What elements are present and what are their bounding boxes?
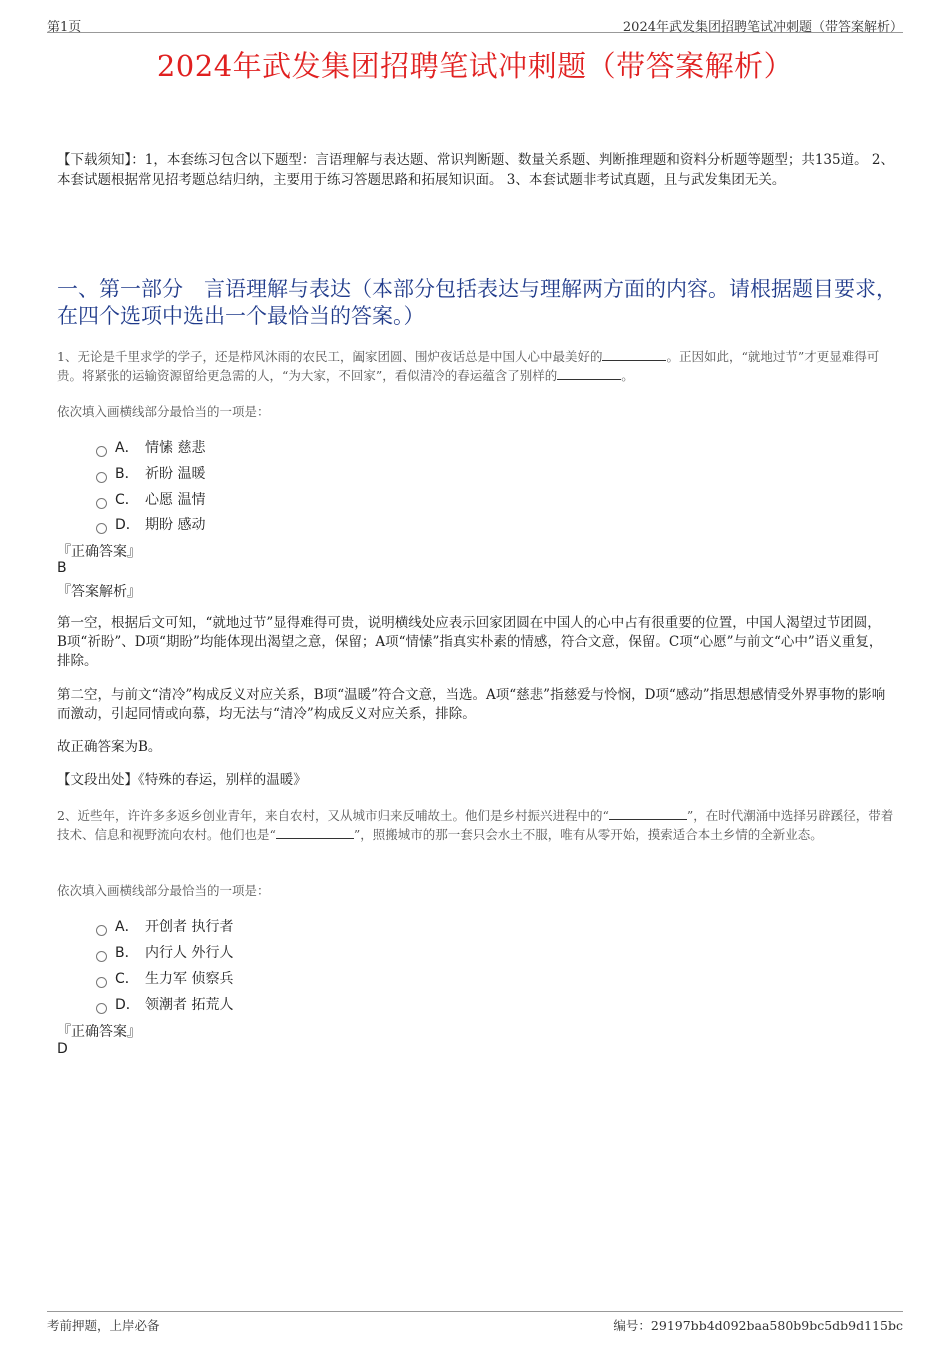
- question-2-option-c[interactable]: C． 生力军 侦察兵: [96, 968, 233, 988]
- section-heading: 一、第一部分 言语理解与表达（本部分包括表达与理解两方面的内容。请根据题目要求，在四个选项中选出一个最恰当的答案。）: [57, 277, 897, 328]
- page-number: 第1页: [47, 20, 82, 35]
- page-title: 2024年武发集团招聘笔试冲刺题（带答案解析）: [156, 49, 794, 83]
- question-1-option-c[interactable]: C． 心愿 温情: [96, 489, 205, 509]
- radio-icon[interactable]: [96, 951, 107, 962]
- answer-label: 『正确答案』: [57, 544, 141, 560]
- analysis-label: 『答案解析』: [57, 584, 141, 600]
- radio-icon[interactable]: [96, 523, 107, 534]
- radio-icon[interactable]: [96, 498, 107, 509]
- download-notice: 【下载须知】：1，本套练习包含以下题型：言语理解与表达题、常识判断题、数量关系题、判断推理题和资料分析题等题型；共135道。 2、本套试题根据常见招考题总结归纳，主要用于练习答题思路和拓展知识面。 3、本套试题非考试真题，且与武发集团无关。: [57, 152, 894, 188]
- radio-icon[interactable]: [96, 1003, 107, 1014]
- question-2-text: 2、近些年，许许多多返乡创业青年，来自农村，又从城市归来反哺故土。他们是乡村振兴进程中的“ ”，在时代潮涌中选择另辟蹊径，带着技术、信息和视野流向农村。他们也是“ ”，照搬城市的那一套只会水土不服，唯有从零开始，摸索适合本土乡情的全新业态。: [57, 808, 894, 842]
- question-1-option-d[interactable]: D． 期盼 感动: [96, 514, 205, 534]
- question-1-prompt: 依次填入画横线部分最恰当的一项是：: [57, 404, 270, 419]
- question-2-option-b[interactable]: B． 内行人 外行人: [96, 942, 233, 962]
- header-doc-title: 2024年武发集团招聘笔试冲刺题（带答案解析）: [622, 20, 903, 35]
- footer-serial: 编号：29197bb4d092baa580b9bc5db9d115bc: [613, 1318, 903, 1333]
- radio-icon[interactable]: [96, 925, 107, 936]
- fill-blank: [557, 366, 621, 380]
- analysis-paragraph-1: 第一空，根据后文可知，“就地过节”显得难得可贵，说明横线处应表示回家团圆在中国人的心中占有很重要的位置，中国人渴望过节团圆，B项“祈盼”、D项“期盼”均能体现出渴望之意，保留；A项“情愫”指真实朴素的情感，符合文意，保留。C项“心愿”与前文“心中”语义重复，排除。: [57, 615, 883, 669]
- analysis-conclusion: 故正确答案为B。: [57, 739, 162, 755]
- fill-blank: [602, 347, 666, 361]
- fill-blank: [609, 806, 687, 820]
- question-1-option-a[interactable]: A． 情愫 慈悲: [96, 437, 205, 457]
- question-1-text: 1、无论是千里求学的学子，还是栉风沐雨的农民工，阖家团圆、围炉夜话总是中国人心中最美好的 。正因如此，“就地过节”才更显难得可贵。将紧张的运输资源留给更急需的人，“为大家，不回家”，看似清冷的春运蕴含了别样的 。: [57, 349, 880, 383]
- page-header: [47, 14, 903, 33]
- radio-icon[interactable]: [96, 472, 107, 483]
- question-2-option-a[interactable]: A． 开创者 执行者: [96, 916, 233, 936]
- footer-slogan: 考前押题，上岸必备: [47, 1318, 160, 1333]
- analysis-paragraph-2: 第二空，与前文“清冷”构成反义对应关系，B项“温暖”符合文意，当选。A项“慈悲”指慈爱与怜悯，D项“感动”指思想感情受外界事物的影响而激动，引起同情或向慕，均无法与“清冷”构成反义对应关系，排除。: [57, 687, 886, 722]
- question-2-prompt: 依次填入画横线部分最恰当的一项是：: [57, 883, 270, 898]
- question-1-option-b[interactable]: B． 祈盼 温暖: [96, 463, 205, 483]
- fill-blank: [276, 825, 354, 839]
- answer-value: D: [57, 1041, 68, 1057]
- answer-label: 『正确答案』: [57, 1024, 141, 1040]
- question-2-option-d[interactable]: D． 领潮者 拓荒人: [96, 994, 233, 1014]
- radio-icon[interactable]: [96, 446, 107, 457]
- answer-value: B: [57, 560, 67, 576]
- text-source: 【文段出处】《特殊的春运，别样的温暖》: [57, 772, 307, 788]
- page-footer: [47, 1311, 903, 1336]
- radio-icon[interactable]: [96, 977, 107, 988]
